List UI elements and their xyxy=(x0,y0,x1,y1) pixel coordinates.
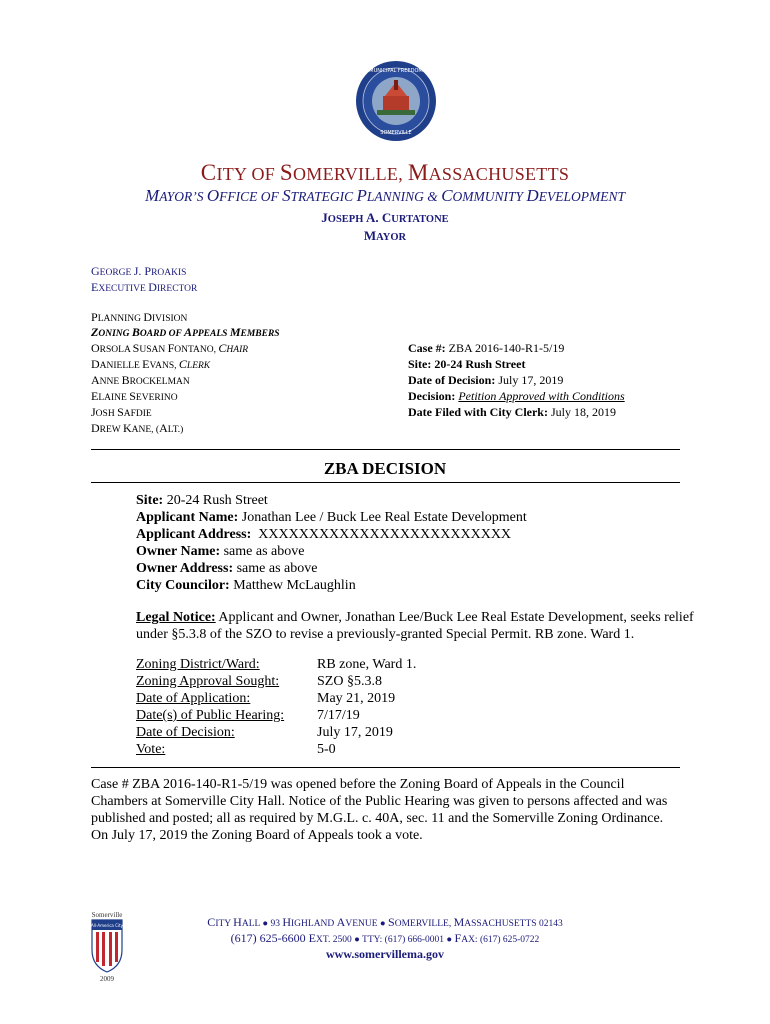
case-decision-date: Date of Decision: July 17, 2019 xyxy=(408,373,564,387)
site-line: Site: 20-24 Rush Street xyxy=(136,493,268,508)
table-label: Zoning Approval Sought: xyxy=(136,674,280,689)
mayor-name: JOSEPH A. CURTATONE xyxy=(321,210,449,225)
table-value: RB zone, Ward 1. xyxy=(317,657,417,672)
table-value: May 21, 2019 xyxy=(317,691,396,706)
office-subtitle: MAYOR’S OFFICE OF STRATEGIC PLANNING & COMMUNITY DEVELOPMENT xyxy=(145,186,625,205)
divider xyxy=(91,482,680,483)
legal-notice: Legal Notice: Applicant and Owner, Jonathan Lee/Buck Lee Real Estate Development, seeks relief under §5.3.8 of the SZO to revise a previously-granted Special Permit. RB zone. Ward 1. xyxy=(136,610,694,642)
decision-heading: ZBA DECISION xyxy=(323,459,447,478)
table-value: 5-0 xyxy=(317,742,336,757)
case-filed-date: Date Filed with City Clerk: July 18, 2019 xyxy=(408,405,616,419)
executive-title: EXECUTIVE DIRECTOR xyxy=(91,280,198,294)
members-heading: ZONING BOARD OF APPEALS MEMBERS xyxy=(91,325,280,339)
table-label: Vote: xyxy=(136,742,166,757)
city-title: CITY OF SOMERVILLE, MASSACHUSETTS xyxy=(200,160,570,185)
badge-top-text: Somerville xyxy=(91,911,123,919)
table-value: July 17, 2019 xyxy=(317,725,393,740)
board-member: JOSH SAFDIE xyxy=(91,405,152,419)
board-member: DREW KANE, (ALT.) xyxy=(91,421,184,435)
divider xyxy=(91,449,680,450)
table-value: SZO §5.3.8 xyxy=(317,674,382,689)
badge-banner: All-America City xyxy=(91,923,123,928)
owner-name-line: Owner Name: same as above xyxy=(136,544,305,559)
table-label: Date of Decision: xyxy=(136,725,235,740)
table-value: 7/17/19 xyxy=(317,708,360,723)
case-decision: Decision: Petition Approved with Conditions xyxy=(408,389,625,403)
board-member: ELAINE SEVERINO xyxy=(91,389,178,403)
case-number: Case #: ZBA 2016-140-R1-5/19 xyxy=(408,341,565,355)
applicant-name-line: Applicant Name: Jonathan Lee / Buck Lee Real Estate Development xyxy=(136,510,527,525)
board-member: DANIELLE EVANS, CLERK xyxy=(91,357,211,371)
applicant-address-line: Applicant Address: XXXXXXXXXXXXXXXXXXXXXXXXX xyxy=(136,527,512,542)
city-seal xyxy=(355,60,437,142)
case-paragraph: Case # ZBA 2016-140-R1-5/19 was opened before the Zoning Board of Appeals in the Council Chambers at Somerville City Hall. Notice of the Public Hearing was given to persons affected and was published and posted; all as required by M.G.L. c. 40A, sec. 11 and the Somerville Zoning Ordinance. On July 17, 2019 the Zoning Board of Appeals took a vote. xyxy=(91,777,668,843)
city-councilor-line: City Councilor: Matthew McLaughlin xyxy=(136,578,356,593)
svg-text:MUNICIPAL FREEDOM: MUNICIPAL FREEDOM xyxy=(369,68,423,74)
planning-division: PLANNING DIVISION xyxy=(91,310,188,324)
executive-name: GEORGE J. PROAKIS xyxy=(91,264,187,278)
table-label: Date of Application: xyxy=(136,691,251,706)
svg-text:SOMERVILLE: SOMERVILLE xyxy=(380,130,412,136)
mayor-title: MAYOR xyxy=(363,228,407,243)
case-site: Site: 20-24 Rush Street xyxy=(408,357,526,371)
footer-phone: (617) 625-6600 EXT. 2500 ● TTY: (617) 666-0001 ● FAX: (617) 625-0722 xyxy=(230,931,540,945)
table-label: Zoning District/Ward: xyxy=(136,657,260,672)
divider xyxy=(91,767,680,768)
table-label: Date(s) of Public Hearing: xyxy=(136,708,285,723)
footer-website[interactable]: www.somervillema.gov xyxy=(326,947,444,961)
badge-year: 2009 xyxy=(100,975,114,982)
board-member: ORSOLA SUSAN FONTANO, CHAIR xyxy=(91,341,249,355)
board-member: ANNE BROCKELMAN xyxy=(91,373,190,387)
footer-address: CITY HALL ● 93 HIGHLAND AVENUE ● SOMERVILLE, MASSACHUSETTS 02143 xyxy=(207,915,563,929)
owner-address-line: Owner Address: same as above xyxy=(136,561,318,576)
